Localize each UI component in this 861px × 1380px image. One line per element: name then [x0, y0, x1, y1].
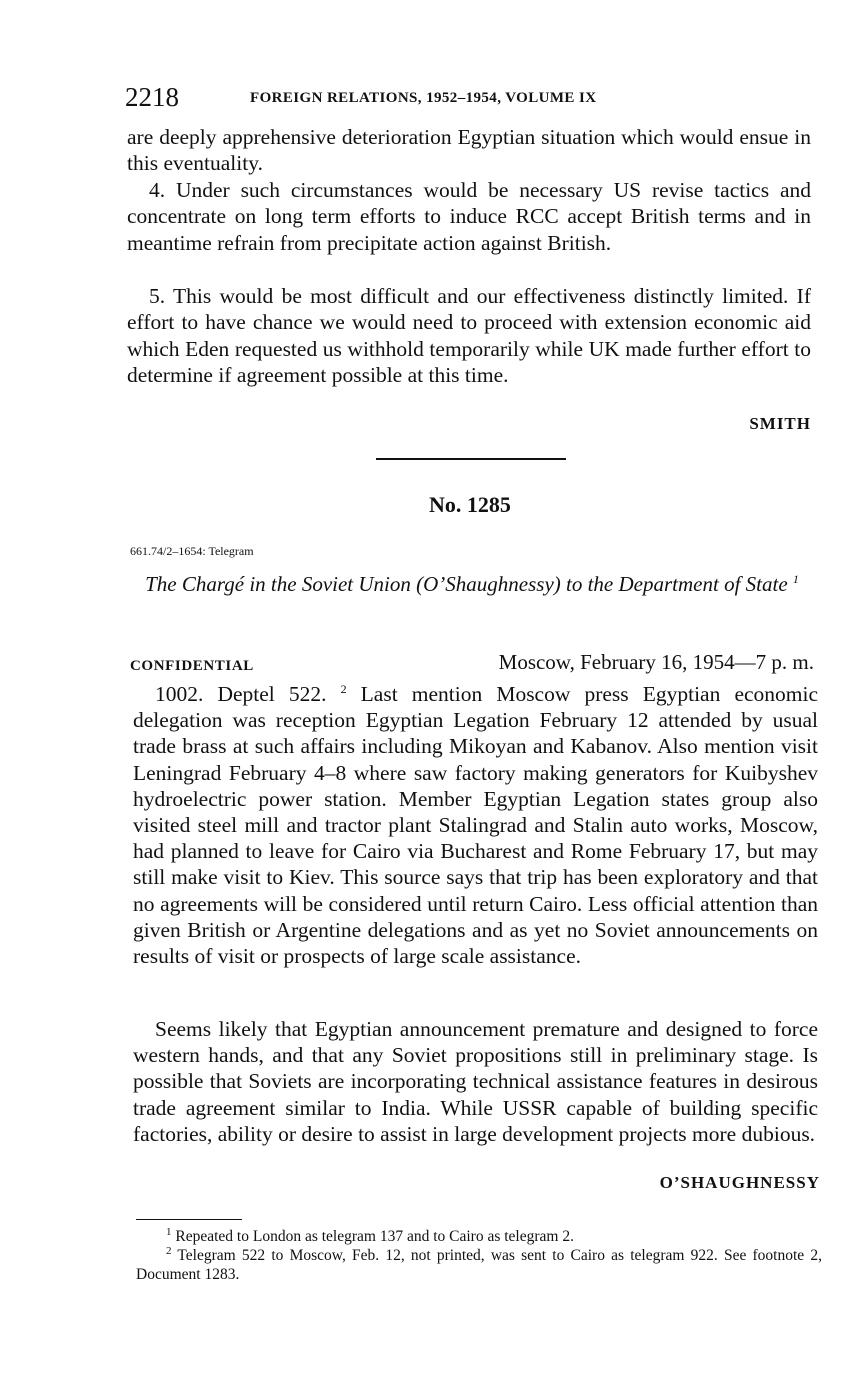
footnote-1: [136, 1227, 822, 1246]
classification-label: CONFIDENTIAL: [130, 658, 254, 674]
footnote-2-mark: 2: [166, 1244, 172, 1257]
footnote-ref-2: 2: [340, 681, 347, 696]
footnote-1-mark: 1: [166, 1225, 172, 1238]
section-divider: [376, 458, 566, 460]
footnote-2: [136, 1246, 822, 1284]
footnote-1-text: Repeated to London as telegram 137 and to Cairo as telegram 2.: [175, 1228, 574, 1245]
footnote-2-text: Telegram 522 to Moscow, Feb. 12, not printed, was sent to Cairo as telegram 922. See footnote 2, Document 1283.: [136, 1247, 822, 1283]
footnote-ref-1: 1: [792, 572, 799, 586]
file-reference: 661.74/2–1654: Telegram: [130, 544, 254, 558]
telegram-paragraph-1-start: 1002. Deptel 522.: [155, 682, 327, 706]
footnote-rule: [136, 1219, 242, 1220]
document-title: [130, 570, 814, 598]
running-head: FOREIGN RELATIONS, 1952–1954, VOLUME IX: [250, 90, 597, 106]
page-header: [125, 82, 825, 116]
telegram-paragraph-1-text: Last mention Moscow press Egyptian economic delegation was reception Egyptian Legation February 12 attended by usual trade brass at such affairs including Mikoyan and Kabanov. Also mention visit Leningrad February 4–8 where saw factory making generators for Kuibyshev hydroelectric power station. Member Egyptian Legation states group also visited steel mill and tractor plant Stalingrad and Stalin auto works, Moscow, had planned to leave for Cairo via Bucharest and Rome February 17, but may still make visit to Kiev. This source says that trip has been exploratory and that no agreements will be considered until return Cairo. Less official attention than given British or Argentine delegations and as yet no Soviet announcements on results of visit or prospects of large scale assistance.: [133, 682, 819, 969]
paragraph-point-4: 4. Under such circumstances would be necessary US revise tactics and concentrate on long term efforts to induce RCC accept British terms and in meantime refrain from precipitate action against British.: [127, 178, 811, 255]
signature-smith: SMITH: [749, 414, 811, 433]
telegram-paragraph-1: [133, 681, 818, 969]
dateline: Moscow, February 16, 1954—7 p. m.: [498, 650, 814, 674]
page-number: 2218: [125, 82, 179, 112]
paragraph-point-5: 5. This would be most difficult and our effectiveness distinctly limited. If effort to have chance we would need to proceed with extension economic aid which Eden requested us withhold temporarily while UK made further effort to determine if agreement possible at this time.: [127, 284, 811, 388]
signature-oshaughnessy: O’SHAUGHNESSY: [659, 1173, 820, 1192]
telegram-paragraph-2: Seems likely that Egyptian announcement premature and designed to force western hands, and that any Soviet propositions still in preliminary stage. Is possible that Soviets are incorporating technical assistance features in desirous trade agreement similar to India. While USSR capable of building specific factories, ability or desire to assist in large development projects more dubious.: [133, 1017, 818, 1146]
paragraph-continuation: are deeply apprehensive deterioration Egyptian situation which would ensue in this eventuality.: [127, 125, 811, 176]
document-title-text: The Chargé in the Soviet Union (O’Shaughnessy) to the Department of State: [145, 572, 788, 596]
document-number: No. 1285: [429, 492, 511, 517]
